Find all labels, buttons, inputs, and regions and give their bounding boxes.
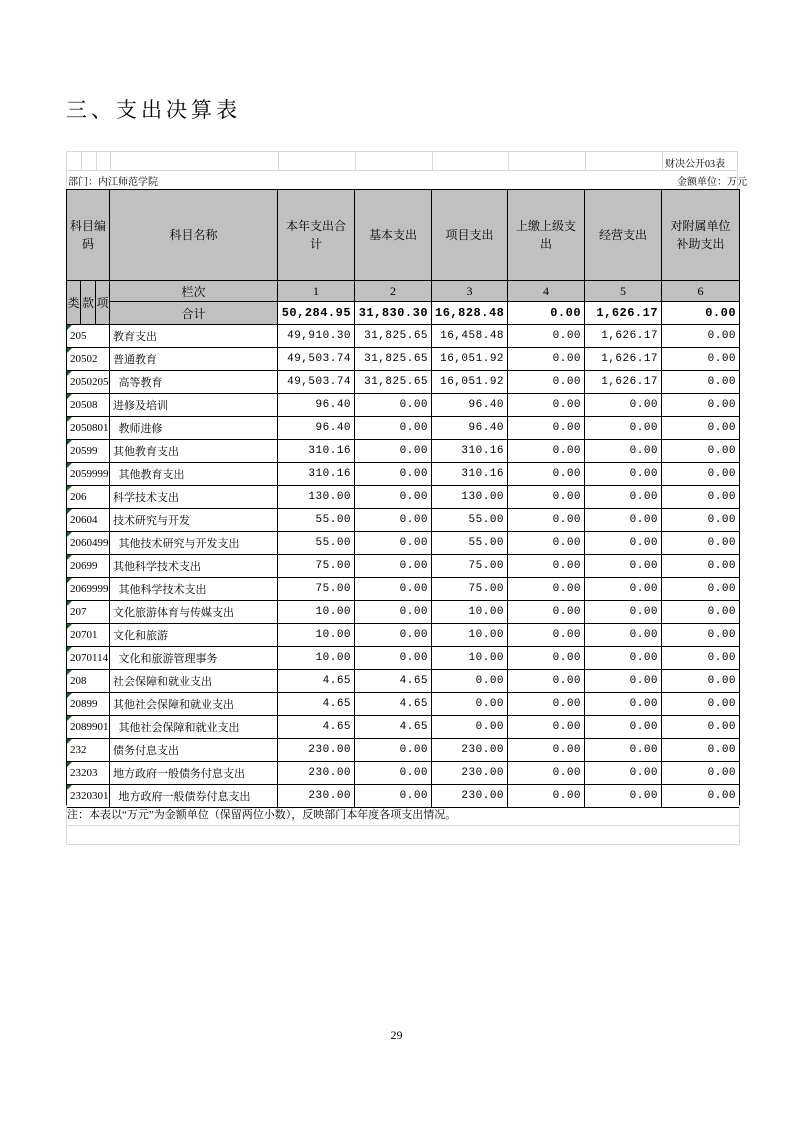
header-lei: 类 xyxy=(67,281,81,325)
row-c5: 0.00 xyxy=(585,762,662,785)
row-name: 其他技术研究与开发支出 xyxy=(110,532,278,555)
row-c5: 0.00 xyxy=(585,578,662,601)
row-c5: 0.00 xyxy=(585,601,662,624)
row-code: 232 xyxy=(67,739,110,762)
row-c5: 0.00 xyxy=(585,463,662,486)
col-number-4: 4 xyxy=(508,281,585,302)
table-note: 注：本表以“万元”为金额单位（保留两位小数），反映部门本年度各项支出情况。 xyxy=(66,805,740,825)
page-title: 三、支出决算表 xyxy=(66,98,241,122)
row-name: 其他科学技术支出 xyxy=(110,555,278,578)
row-c5: 0.00 xyxy=(585,739,662,762)
row-c4: 0.00 xyxy=(508,532,585,555)
row-code: 23203 xyxy=(67,762,110,785)
row-code: 208 xyxy=(67,670,110,693)
table-row xyxy=(67,532,740,555)
row-c3: 16,051.92 xyxy=(432,348,508,371)
header-c1: 本年支出合计 xyxy=(278,190,355,281)
row-c6: 0.00 xyxy=(662,532,740,555)
department-label: 部门：内江师范学院 xyxy=(68,177,158,188)
table-row xyxy=(67,417,740,440)
row-c4: 0.00 xyxy=(508,325,585,348)
row-c6: 0.00 xyxy=(662,578,740,601)
table-row xyxy=(67,440,740,463)
top-grid xyxy=(66,151,738,189)
row-c6: 0.00 xyxy=(662,647,740,670)
row-c2: 0.00 xyxy=(355,601,432,624)
row-c1: 310.16 xyxy=(278,463,355,486)
row-name: 高等教育 xyxy=(110,371,278,394)
row-name: 债务付息支出 xyxy=(110,739,278,762)
row-c6: 0.00 xyxy=(662,624,740,647)
row-c6: 0.00 xyxy=(662,509,740,532)
row-c3: 16,458.48 xyxy=(432,325,508,348)
row-c6: 0.00 xyxy=(662,463,740,486)
row-code: 20604 xyxy=(67,509,110,532)
row-c3: 310.16 xyxy=(432,463,508,486)
row-c3: 75.00 xyxy=(432,555,508,578)
total-c5: 1,626.17 xyxy=(585,302,662,325)
row-c6: 0.00 xyxy=(662,440,740,463)
row-code: 2070114 xyxy=(67,647,110,670)
row-c6: 0.00 xyxy=(662,716,740,739)
row-name: 社会保障和就业支出 xyxy=(110,670,278,693)
row-c4: 0.00 xyxy=(508,762,585,785)
column-number-row xyxy=(67,281,740,302)
table-row xyxy=(67,739,740,762)
row-code: 20502 xyxy=(67,348,110,371)
row-c1: 10.00 xyxy=(278,624,355,647)
row-c2: 0.00 xyxy=(355,463,432,486)
col-number-6: 6 xyxy=(662,281,740,302)
row-name: 地方政府一般债务付息支出 xyxy=(110,762,278,785)
table-row xyxy=(67,716,740,739)
row-c2: 0.00 xyxy=(355,785,432,808)
row-name: 科学技术支出 xyxy=(110,486,278,509)
row-code: 2050801 xyxy=(67,417,110,440)
table-row xyxy=(67,693,740,716)
row-code: 2060499 xyxy=(67,532,110,555)
table-row xyxy=(67,486,740,509)
table-row xyxy=(67,601,740,624)
row-c3: 0.00 xyxy=(432,693,508,716)
row-c4: 0.00 xyxy=(508,440,585,463)
row-c2: 31,825.65 xyxy=(355,348,432,371)
row-c5: 0.00 xyxy=(585,486,662,509)
header-name: 科目名称 xyxy=(110,190,278,281)
row-c5: 0.00 xyxy=(585,394,662,417)
row-c2: 0.00 xyxy=(355,440,432,463)
row-c4: 0.00 xyxy=(508,348,585,371)
row-c4: 0.00 xyxy=(508,693,585,716)
row-c5: 0.00 xyxy=(585,509,662,532)
row-code: 205 xyxy=(67,325,110,348)
page-number: 29 xyxy=(390,1028,403,1042)
row-c5: 0.00 xyxy=(585,785,662,808)
header-c5: 经营支出 xyxy=(585,190,662,281)
row-c5: 1,626.17 xyxy=(585,371,662,394)
row-c4: 0.00 xyxy=(508,509,585,532)
row-name: 教师进修 xyxy=(110,417,278,440)
table-row xyxy=(67,762,740,785)
row-name: 普通教育 xyxy=(110,348,278,371)
row-c5: 1,626.17 xyxy=(585,348,662,371)
row-c2: 0.00 xyxy=(355,394,432,417)
header-row xyxy=(67,190,740,281)
row-c2: 0.00 xyxy=(355,532,432,555)
header-kuan: 款 xyxy=(81,281,96,325)
row-c3: 96.40 xyxy=(432,417,508,440)
header-c2: 基本支出 xyxy=(355,190,432,281)
table-row xyxy=(67,647,740,670)
row-c4: 0.00 xyxy=(508,670,585,693)
row-c2: 4.65 xyxy=(355,670,432,693)
row-c2: 4.65 xyxy=(355,693,432,716)
row-c2: 0.00 xyxy=(355,555,432,578)
row-c1: 310.16 xyxy=(278,440,355,463)
row-c3: 55.00 xyxy=(432,532,508,555)
row-c1: 130.00 xyxy=(278,486,355,509)
row-name: 其他教育支出 xyxy=(110,463,278,486)
table-row xyxy=(67,348,740,371)
table-row xyxy=(67,670,740,693)
row-name: 文化和旅游管理事务 xyxy=(110,647,278,670)
row-c6: 0.00 xyxy=(662,739,740,762)
row-c2: 0.00 xyxy=(355,647,432,670)
row-name: 其他科学技术支出 xyxy=(110,578,278,601)
table-row xyxy=(67,578,740,601)
row-name: 其他社会保障和就业支出 xyxy=(110,716,278,739)
row-c1: 4.65 xyxy=(278,693,355,716)
header-c6: 对附属单位补助支出 xyxy=(662,190,740,281)
row-code: 20508 xyxy=(67,394,110,417)
row-c2: 0.00 xyxy=(355,578,432,601)
header-code: 科目编码 xyxy=(67,190,110,281)
row-c4: 0.00 xyxy=(508,716,585,739)
row-c4: 0.00 xyxy=(508,486,585,509)
row-c3: 10.00 xyxy=(432,624,508,647)
row-c6: 0.00 xyxy=(662,670,740,693)
row-c5: 0.00 xyxy=(585,647,662,670)
grid-row xyxy=(66,170,738,189)
row-c6: 0.00 xyxy=(662,325,740,348)
row-c4: 0.00 xyxy=(508,785,585,808)
row-c5: 0.00 xyxy=(585,440,662,463)
row-c4: 0.00 xyxy=(508,555,585,578)
row-c5: 0.00 xyxy=(585,417,662,440)
row-c5: 0.00 xyxy=(585,693,662,716)
row-c1: 55.00 xyxy=(278,509,355,532)
row-c1: 75.00 xyxy=(278,555,355,578)
header-xiang: 项 xyxy=(96,281,110,325)
header-c3: 项目支出 xyxy=(432,190,508,281)
col-number-2: 2 xyxy=(355,281,432,302)
row-c6: 0.00 xyxy=(662,555,740,578)
row-c1: 230.00 xyxy=(278,739,355,762)
row-c1: 55.00 xyxy=(278,532,355,555)
row-c5: 0.00 xyxy=(585,670,662,693)
row-c6: 0.00 xyxy=(662,417,740,440)
row-c4: 0.00 xyxy=(508,417,585,440)
total-c6: 0.00 xyxy=(662,302,740,325)
row-c1: 49,503.74 xyxy=(278,371,355,394)
row-code: 2050205 xyxy=(67,371,110,394)
row-c4: 0.00 xyxy=(508,371,585,394)
table-row xyxy=(67,371,740,394)
total-label: 合计 xyxy=(110,302,278,325)
row-c6: 0.00 xyxy=(662,394,740,417)
row-c2: 0.00 xyxy=(355,762,432,785)
col-number-5: 5 xyxy=(585,281,662,302)
row-code: 2069999 xyxy=(67,578,110,601)
row-c3: 230.00 xyxy=(432,785,508,808)
row-c4: 0.00 xyxy=(508,463,585,486)
row-c2: 0.00 xyxy=(355,509,432,532)
total-c2: 31,830.30 xyxy=(355,302,432,325)
row-c6: 0.00 xyxy=(662,762,740,785)
row-name: 文化和旅游 xyxy=(110,624,278,647)
row-code: 206 xyxy=(67,486,110,509)
row-name: 其他教育支出 xyxy=(110,440,278,463)
row-c4: 0.00 xyxy=(508,624,585,647)
row-c6: 0.00 xyxy=(662,693,740,716)
row-c1: 10.00 xyxy=(278,601,355,624)
grid-row xyxy=(66,151,738,170)
row-c6: 0.00 xyxy=(662,601,740,624)
row-c1: 10.00 xyxy=(278,647,355,670)
row-c1: 4.65 xyxy=(278,670,355,693)
row-c2: 31,825.65 xyxy=(355,371,432,394)
row-code: 2089901 xyxy=(67,716,110,739)
row-c4: 0.00 xyxy=(508,578,585,601)
row-c2: 4.65 xyxy=(355,716,432,739)
row-code: 20599 xyxy=(67,440,110,463)
row-c2: 0.00 xyxy=(355,486,432,509)
row-c4: 0.00 xyxy=(508,647,585,670)
table-row xyxy=(67,555,740,578)
row-c3: 75.00 xyxy=(432,578,508,601)
row-c3: 96.40 xyxy=(432,394,508,417)
row-c4: 0.00 xyxy=(508,394,585,417)
table-row xyxy=(67,624,740,647)
header-lanci: 栏次 xyxy=(110,281,278,302)
row-c3: 230.00 xyxy=(432,762,508,785)
row-c1: 96.40 xyxy=(278,417,355,440)
row-c2: 0.00 xyxy=(355,624,432,647)
row-c5: 0.00 xyxy=(585,624,662,647)
bottom-grid xyxy=(66,825,740,845)
total-c4: 0.00 xyxy=(508,302,585,325)
table-row xyxy=(67,463,740,486)
row-c1: 230.00 xyxy=(278,785,355,808)
unit-label: 金额单位：万元 xyxy=(677,177,747,188)
row-code: 2059999 xyxy=(67,463,110,486)
row-c2: 0.00 xyxy=(355,417,432,440)
row-c3: 310.16 xyxy=(432,440,508,463)
row-c1: 4.65 xyxy=(278,716,355,739)
row-name: 技术研究与开发 xyxy=(110,509,278,532)
col-number-1: 1 xyxy=(278,281,355,302)
row-c6: 0.00 xyxy=(662,785,740,808)
header-c4: 上缴上级支出 xyxy=(508,190,585,281)
row-c5: 0.00 xyxy=(585,716,662,739)
row-c3: 55.00 xyxy=(432,509,508,532)
row-c1: 75.00 xyxy=(278,578,355,601)
row-code: 20899 xyxy=(67,693,110,716)
table-row xyxy=(67,509,740,532)
row-c5: 1,626.17 xyxy=(585,325,662,348)
row-c6: 0.00 xyxy=(662,348,740,371)
row-name: 其他社会保障和就业支出 xyxy=(110,693,278,716)
row-c1: 230.00 xyxy=(278,762,355,785)
row-c5: 0.00 xyxy=(585,555,662,578)
row-c1: 49,910.30 xyxy=(278,325,355,348)
total-c3: 16,828.48 xyxy=(432,302,508,325)
table-row xyxy=(67,394,740,417)
row-code: 20701 xyxy=(67,624,110,647)
row-c4: 0.00 xyxy=(508,601,585,624)
table-row xyxy=(67,325,740,348)
row-c3: 0.00 xyxy=(432,670,508,693)
row-c2: 0.00 xyxy=(355,739,432,762)
col-number-3: 3 xyxy=(432,281,508,302)
row-c5: 0.00 xyxy=(585,532,662,555)
row-name: 教育支出 xyxy=(110,325,278,348)
row-c6: 0.00 xyxy=(662,371,740,394)
row-c2: 31,825.65 xyxy=(355,325,432,348)
row-c3: 10.00 xyxy=(432,601,508,624)
row-code: 2320301 xyxy=(67,785,110,808)
row-c3: 130.00 xyxy=(432,486,508,509)
total-c1: 50,284.95 xyxy=(278,302,355,325)
row-c3: 16,051.92 xyxy=(432,371,508,394)
form-code: 财决公开03表 xyxy=(665,159,725,170)
row-name: 文化旅游体育与传媒支出 xyxy=(110,601,278,624)
row-c4: 0.00 xyxy=(508,739,585,762)
row-name: 地方政府一般债券付息支出 xyxy=(110,785,278,808)
total-row xyxy=(67,302,740,325)
row-c3: 0.00 xyxy=(432,716,508,739)
row-c3: 10.00 xyxy=(432,647,508,670)
row-c3: 230.00 xyxy=(432,739,508,762)
row-code: 20699 xyxy=(67,555,110,578)
row-c1: 96.40 xyxy=(278,394,355,417)
expenditure-table xyxy=(66,189,740,808)
row-c6: 0.00 xyxy=(662,486,740,509)
row-code: 207 xyxy=(67,601,110,624)
row-name: 进修及培训 xyxy=(110,394,278,417)
row-c1: 49,503.74 xyxy=(278,348,355,371)
